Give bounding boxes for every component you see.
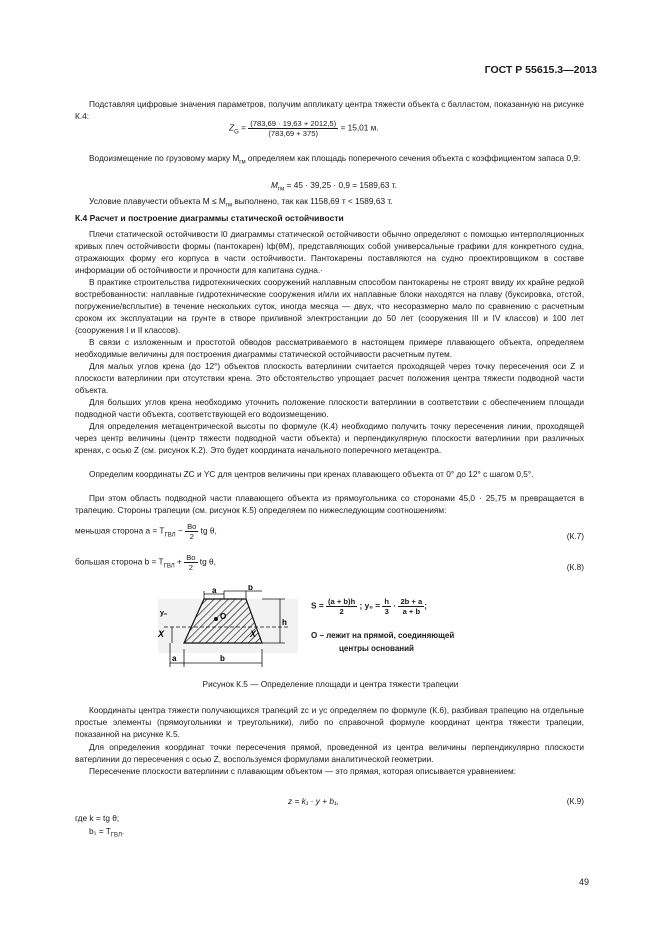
- equation-number-k9: (К.9): [566, 796, 584, 806]
- paragraph-7: Определим координаты ZC и YC для центров величины при кренах плавающего объекта от 0° до 12° с шагом 0,5°.: [89, 469, 534, 479]
- paragraph-6: Для определения метацентрической высоты по формуле (К.4) необходимо получить точку пересечения линии, проходящей через центр величины (центр тяжести подводной части объекта) и перпендикулярную плоскости ватерлинии при различных кренах, с осью Z (см. рисунок К.2). Это будет координата начального поперечного метацентра.: [75, 421, 584, 456]
- page-number: 49: [578, 877, 589, 887]
- where-k: где k = tg θ;: [75, 813, 120, 823]
- formula-zg: $Z_G$ = $\frac{(783,69 \cdot 19,63 + 2012,5)}{(783,69 + 375)}$ = 15,01 м.: [229, 119, 379, 138]
- centroid-point: [214, 617, 218, 621]
- paragraph-2: В практике строительства гидротехнических сооружений наплавным способом пантокарены не строят ввиду их крайне редкой востребованности: наплавные гидротехнические сооружения и/или их наплавные блоки находятся на плаву (буксировка, отстой, погружение/всплытие) в течение нескольких суток, иногда месяца — двух, что несоразмерно мало по сравнению с расчетным сроком их эксплуатации на грунте в створе приливной электростанции до 50 лет (сооружения III и IV классов) и 100 лет (сооружения I и II классов).: [75, 277, 584, 336]
- label-y0: y₀: [160, 610, 168, 617]
- formula-k9: z = k₁ · y + b₁,: [288, 796, 339, 806]
- label-x-right: X: [250, 629, 257, 639]
- formula-mgm: $M_{гм} = 45 \cdot 39,25 \cdot 0,9 = 1589,63$ т.: [271, 180, 397, 193]
- label-h: h: [282, 618, 287, 627]
- paragraph-10: Для определения координат точки пересечения прямой, проведенной из центра величины перпендикулярно плоскости ватерлинии до пересечения с осью Z, воспользуемся формулами аналитической геометрии.: [75, 742, 584, 765]
- label-a-bottom: a: [172, 654, 177, 663]
- paragraph-4: Для малых углов крена (до 12°) объектов плоскость ватерлинии считается проходящей через точку пересечения оси Z и плоскости ватерлинии при отсутствии крена. Это обстоятельство упрощает расчет положения центра тяжести подводной части объекта.: [75, 361, 584, 396]
- label-b-bottom: b: [220, 654, 225, 663]
- section-title: К.4 Расчет и построение диаграммы статической остойчивости: [75, 213, 344, 223]
- label-o: O: [220, 612, 227, 621]
- formula-k7: меньшая сторона $a = T_{ГВЛ}$ − $\frac{Bo}{2}$ tg θ,: [75, 522, 217, 541]
- trapezoid-formula: S = $\frac{(a + b)h}{2}$ ; y₀ = $\frac{h}{3}$ · $\frac{2b + a}{a + b}$ ;: [311, 597, 427, 616]
- figure-caption: Рисунок К.5 — Определение площади и центра тяжести трапеции: [202, 679, 459, 689]
- where-b1: $b_1 = T_{ГВЛ}$.: [89, 826, 125, 839]
- figure-note-2: центры оснований: [339, 644, 414, 653]
- intro-paragraph: Подставляя цифровые значения параметров, получим аппликату центра тяжести объекта с балластом, показанную на рисунке К.4:: [75, 99, 584, 122]
- paragraph-1: Плечи статической остойчивости l0 диаграммы статической остойчивости обычно определяют с помощью интерполяционных кривых плеч остойчивости формы (пантокарен) lф(θM), представляющих собой универсальные графики для конкретного судна, отражающих форму его корпуса в части остойчивости. Пантокарены поставляются на судно проектировщиком в составе информации об остойчивости и прочности для капитана судна.·: [75, 229, 584, 276]
- formula-k8: большая сторона $b = T_{ГВЛ}$ + $\frac{Bo}{2}$ tg θ,: [75, 553, 216, 572]
- label-x-left: X: [158, 629, 165, 639]
- buoyancy-condition: Условие плавучести объекта $M \le M_{гм}$ выполнено, так как 1158,69 т < 1589,63 т.: [89, 196, 393, 209]
- document-header: ГОСТ Р 55615.3—2013: [484, 64, 597, 76]
- displacement-paragraph: Водоизмещение по грузовому марку $M_{гм}$ определяем как площадь поперечного сечения объекта с коэффициентом запаса 0,9:: [89, 153, 581, 166]
- paragraph-5: Для больших углов крена необходимо уточнить положение плоскости ватерлинии в соответствии с обеспечением площади подводной части объекта, соответствующей его водоизмещению.: [75, 397, 584, 420]
- paragraph-3: В связи с изложенным и простотой обводов рассматриваемого в настоящем примере плавающего объекта, определяем необходимые величины для построения диаграммы статической остойчивости расчетным путем.: [75, 337, 584, 360]
- label-a-top: a: [212, 586, 217, 595]
- equation-number-k8: (К.8): [566, 562, 584, 572]
- paragraph-9: Координаты центра тяжести получающихся трапеций zc и yc определяем по формуле (К.6), разбивая трапецию на отдельные простые элементы (прямоугольники и треугольники), либо по справочной формуле координат центра тяжести трапеции, показанной на рисунке К.5.: [75, 705, 584, 740]
- equation-number-k7: (К.7): [566, 531, 584, 541]
- paragraph-11: Пересечение плоскости ватерлинии с плавающим объектом — это прямая, которая описывается уравнением:: [89, 766, 516, 776]
- paragraph-8: При этом область подводной части плавающего объекта из прямоугольника со сторонами 45,0 · 25,75 м превращается в трапецию. Стороны трапеции (см. рисунок К.5) определяем по нижеследующим соотношениям:: [75, 493, 584, 516]
- label-b-top: b: [248, 585, 253, 592]
- figure-note-1: O – лежит на прямой, соединяющей: [311, 631, 455, 640]
